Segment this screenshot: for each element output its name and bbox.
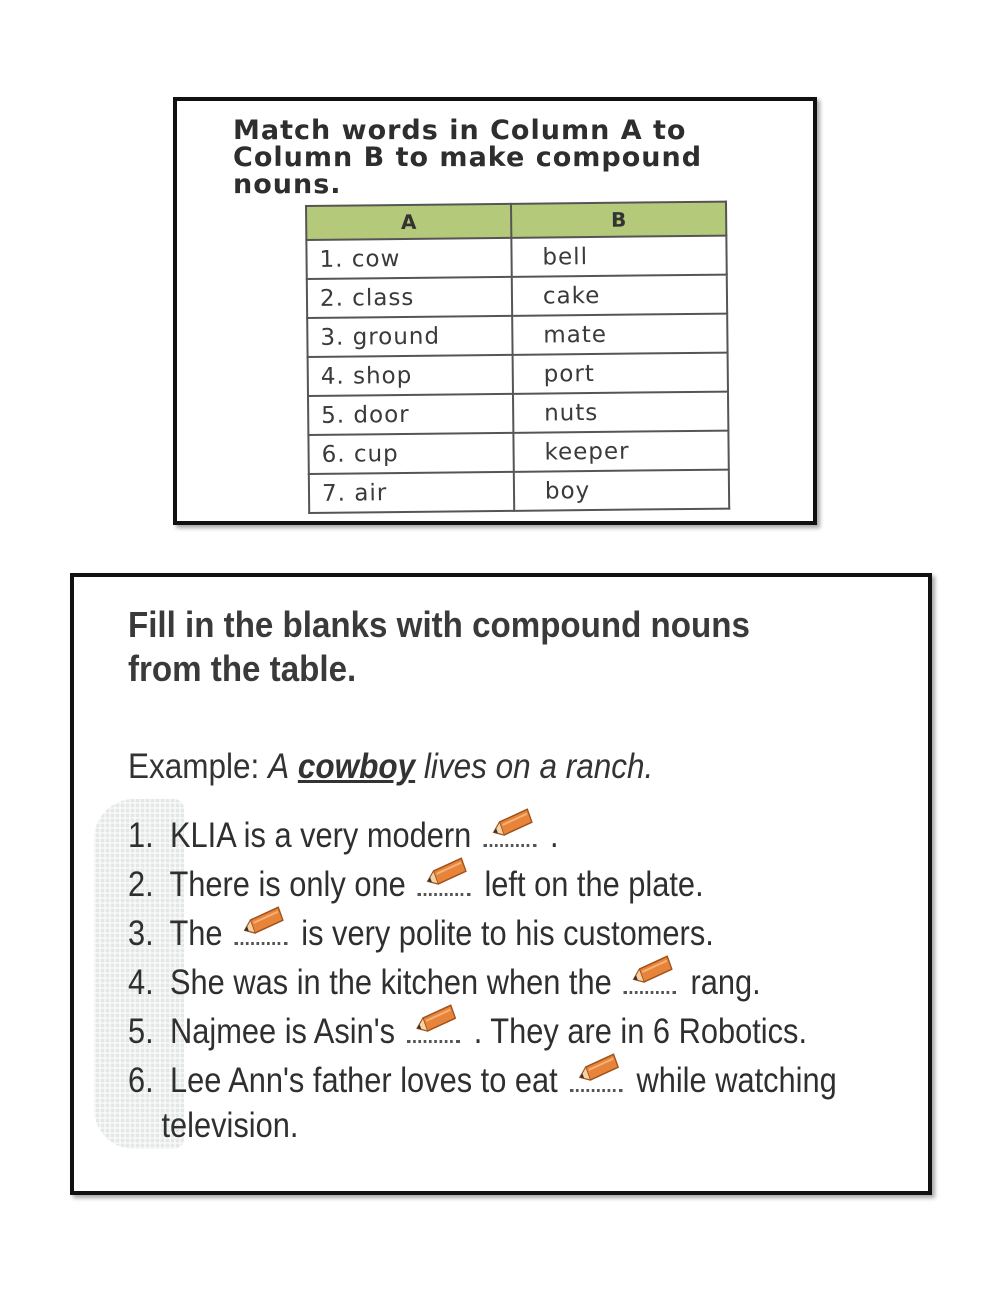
list-item — [128, 1007, 837, 1056]
sentence-after: while watching — [636, 1061, 837, 1100]
pencil-icon — [411, 1003, 460, 1037]
pencil-icon — [573, 1052, 622, 1086]
list-item — [128, 811, 837, 860]
column-b-cell: boy — [514, 470, 729, 511]
column-a-header: A — [306, 204, 511, 240]
sentence-after: is very polite to his customers. — [301, 914, 714, 953]
sentence-before: Najmee is Asin's — [170, 1012, 395, 1051]
fill-blanks-section-box — [70, 573, 932, 1195]
sentence-number: 3. — [128, 914, 154, 953]
answer-blank[interactable] — [568, 1064, 626, 1094]
table-row — [308, 353, 728, 396]
sentence-before: The — [169, 914, 223, 953]
example-prefix: Example: — [128, 747, 260, 786]
sentence-before: She was in the kitchen when the — [170, 963, 612, 1002]
pencil-icon — [421, 856, 470, 890]
sentence-after: . — [550, 816, 559, 855]
pencil-icon — [487, 807, 536, 841]
sentence-list — [128, 811, 837, 1147]
column-b-cell: mate — [512, 314, 727, 355]
sentence-before: Lee Ann's father loves to eat — [170, 1061, 558, 1100]
pencil-icon — [238, 905, 287, 939]
sentence-number: 5. — [128, 1012, 154, 1051]
sentence-before: There is only one — [169, 865, 406, 904]
sentence-number: 4. — [128, 963, 154, 1002]
column-a-cell: 5. door — [308, 394, 513, 435]
sentence-continuation: television. — [161, 1106, 299, 1145]
table-row — [308, 392, 728, 435]
table-row — [307, 314, 727, 357]
answer-blank[interactable] — [405, 1015, 463, 1045]
example-answer: cowboy — [297, 747, 416, 786]
sentence-after: rang. — [690, 963, 761, 1002]
answer-blank[interactable] — [416, 868, 474, 898]
sentence-number: 6. — [128, 1061, 154, 1100]
sentence-number: 2. — [128, 865, 154, 904]
match-section-box — [173, 97, 817, 525]
answer-blank[interactable] — [482, 819, 540, 849]
column-a-cell: 4. shop — [308, 355, 513, 396]
pencil-icon — [627, 954, 676, 988]
column-a-cell: 3. ground — [307, 316, 512, 357]
table-row — [307, 275, 727, 318]
table-row — [308, 431, 728, 474]
column-b-cell: nuts — [513, 392, 728, 433]
example-after: lives on a ranch. — [423, 747, 654, 786]
column-b-cell: port — [513, 353, 728, 394]
list-item — [128, 958, 837, 1007]
list-item — [128, 860, 837, 909]
column-a-cell: 7. air — [309, 472, 514, 513]
answer-blank[interactable] — [622, 966, 680, 996]
sentence-number: 1. — [128, 816, 154, 855]
column-b-cell: bell — [511, 236, 726, 277]
sentence-after: left on the plate. — [484, 865, 704, 904]
example-before: A — [268, 747, 290, 786]
table-row — [306, 236, 726, 279]
column-b-header: B — [511, 202, 726, 238]
sentence-before: KLIA is a very modern — [170, 816, 472, 855]
column-a-cell: 6. cup — [308, 433, 513, 474]
column-a-cell: 2. class — [307, 277, 512, 318]
sentence-after: . They are in 6 Robotics. — [473, 1012, 808, 1051]
column-b-cell: cake — [512, 275, 727, 316]
list-item — [128, 909, 837, 958]
match-table — [305, 201, 730, 514]
match-instruction: Match words in Column A to Column B to make compound nouns. — [233, 115, 703, 200]
list-item — [128, 1056, 837, 1147]
answer-blank[interactable] — [233, 917, 291, 947]
table-row — [309, 470, 729, 513]
table-header-row — [306, 202, 726, 240]
column-a-cell: 1. cow — [306, 238, 511, 279]
column-b-cell: keeper — [513, 431, 728, 472]
example-sentence — [128, 747, 653, 787]
fill-instruction: Fill in the blanks with compound nouns from the table. — [128, 604, 750, 689]
